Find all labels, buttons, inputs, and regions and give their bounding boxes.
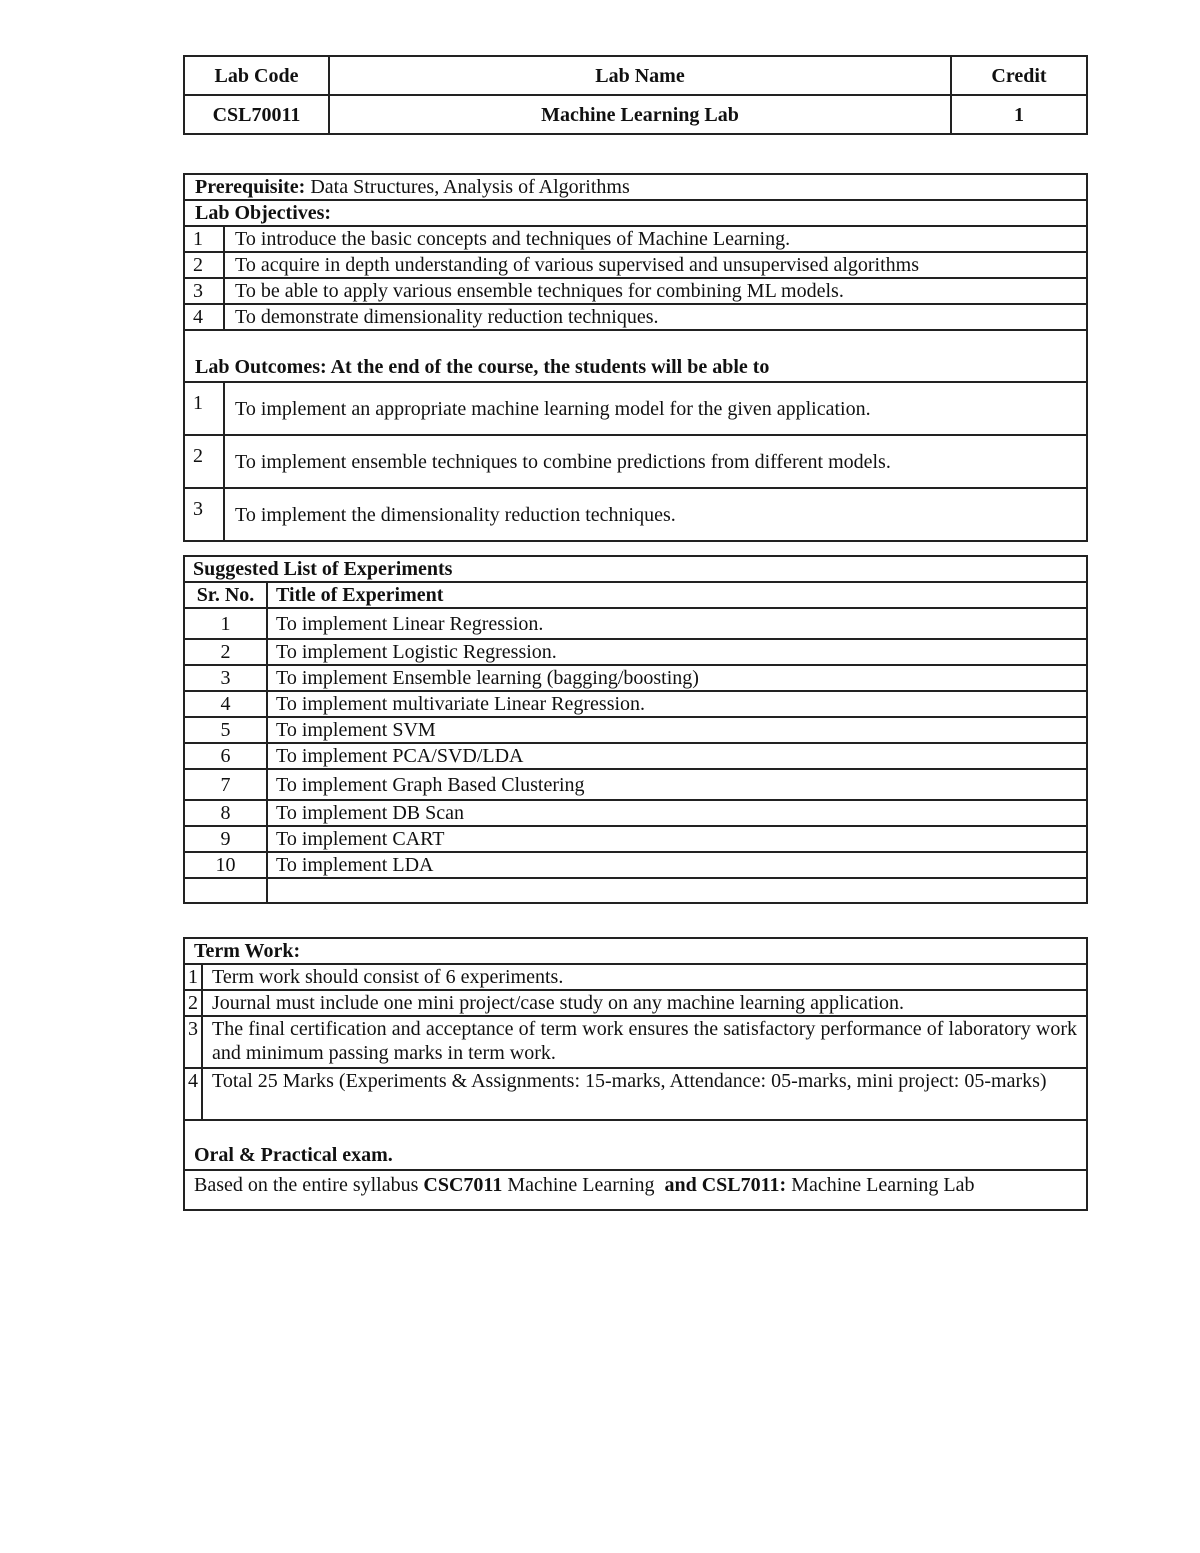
experiment-sr: 6 xyxy=(184,743,267,769)
objective-row xyxy=(184,252,1087,278)
outcome-row xyxy=(184,488,1087,541)
oral-text-part: Machine Learning xyxy=(502,1174,665,1196)
term-work-text: Term work should consist of 6 experiments. xyxy=(202,964,1087,990)
experiment-title: To implement Linear Regression. xyxy=(267,608,1087,639)
term-work-number: 3 xyxy=(184,1016,202,1068)
experiment-title: To implement Ensemble learning (bagging/boosting) xyxy=(267,665,1087,691)
objective-text: To introduce the basic concepts and techniques of Machine Learning. xyxy=(224,226,1087,252)
oral-text-part: Machine Learning Lab xyxy=(786,1174,975,1196)
objectives-outcomes-table xyxy=(183,173,1088,542)
experiments-heading: Suggested List of Experiments xyxy=(184,556,1087,582)
term-work-row xyxy=(184,1016,1087,1068)
term-work-row xyxy=(184,964,1087,990)
outcomes-heading-row xyxy=(184,330,1087,382)
outcome-text: To implement an appropriate machine learning model for the given application. xyxy=(224,382,1087,435)
experiment-row xyxy=(184,665,1087,691)
experiment-title: To implement Logistic Regression. xyxy=(267,639,1087,665)
objective-number: 3 xyxy=(184,278,224,304)
objective-number: 4 xyxy=(184,304,224,330)
experiment-sr: 2 xyxy=(184,639,267,665)
objective-text: To demonstrate dimensionality reduction techniques. xyxy=(224,304,1087,330)
experiment-row xyxy=(184,826,1087,852)
col-sr-no: Sr. No. xyxy=(184,582,267,608)
objective-text: To acquire in depth understanding of various supervised and unsupervised algorithms xyxy=(224,252,1087,278)
objective-text: To be able to apply various ensemble techniques for combining ML models. xyxy=(224,278,1087,304)
objectives-heading: Lab Objectives: xyxy=(184,200,1087,226)
term-work-text: Total 25 Marks (Experiments & Assignments: 15-marks, Attendance: 05-marks, mini project: 05-marks) xyxy=(202,1068,1087,1120)
experiment-row xyxy=(184,717,1087,743)
experiment-title: To implement multivariate Linear Regression. xyxy=(267,691,1087,717)
empty-cell xyxy=(184,878,267,903)
objective-number: 2 xyxy=(184,252,224,278)
objective-number: 1 xyxy=(184,226,224,252)
outcomes-heading: Lab Outcomes: xyxy=(195,356,327,378)
term-work-number: 2 xyxy=(184,990,202,1016)
lab-credit: 1 xyxy=(951,95,1087,134)
course-code: CSC7011 xyxy=(423,1174,503,1196)
outcome-text: To implement ensemble techniques to combine predictions from different models. xyxy=(224,435,1087,488)
experiment-sr: 1 xyxy=(184,608,267,639)
experiment-sr: 8 xyxy=(184,800,267,826)
lab-name: Machine Learning Lab xyxy=(329,95,951,134)
objective-row xyxy=(184,278,1087,304)
oral-exam-text xyxy=(184,1170,1087,1210)
experiment-sr: 10 xyxy=(184,852,267,878)
oral-text-part: Based on the entire syllabus xyxy=(194,1174,424,1196)
outcome-text: To implement the dimensionality reduction techniques. xyxy=(224,488,1087,541)
experiment-sr: 7 xyxy=(184,769,267,800)
experiment-row xyxy=(184,769,1087,800)
experiment-row xyxy=(184,639,1087,665)
term-work-row xyxy=(184,1068,1087,1120)
experiments-table xyxy=(183,555,1088,904)
term-work-heading: Term Work: xyxy=(184,938,1087,964)
outcome-number: 1 xyxy=(184,382,224,435)
term-work-table xyxy=(183,937,1088,1211)
experiment-title: To implement SVM xyxy=(267,717,1087,743)
term-work-text: Journal must include one mini project/case study on any machine learning application. xyxy=(202,990,1087,1016)
prerequisite-label: Prerequisite: xyxy=(195,176,306,198)
oral-exam-heading: Oral & Practical exam. xyxy=(184,1120,1087,1170)
experiment-row xyxy=(184,800,1087,826)
experiment-sr: 3 xyxy=(184,665,267,691)
term-work-number: 1 xyxy=(184,964,202,990)
experiment-title: To implement PCA/SVD/LDA xyxy=(267,743,1087,769)
experiment-sr: 9 xyxy=(184,826,267,852)
outcome-row xyxy=(184,435,1087,488)
empty-row xyxy=(184,878,1087,903)
prerequisite-row xyxy=(184,174,1087,200)
experiment-row xyxy=(184,608,1087,639)
experiment-sr: 5 xyxy=(184,717,267,743)
outcome-number: 3 xyxy=(184,488,224,541)
empty-cell xyxy=(267,878,1087,903)
prerequisite-text: Data Structures, Analysis of Algorithms xyxy=(305,176,630,198)
term-work-text: The final certification and acceptance of term work ensures the satisfactory performance of laboratory work and minimum passing marks in term work. xyxy=(202,1016,1087,1068)
experiment-title: To implement Graph Based Clustering xyxy=(267,769,1087,800)
experiment-sr: 4 xyxy=(184,691,267,717)
col-lab-code: Lab Code xyxy=(184,56,329,95)
col-lab-name: Lab Name xyxy=(329,56,951,95)
outcome-row xyxy=(184,382,1087,435)
experiment-row xyxy=(184,852,1087,878)
experiment-row xyxy=(184,743,1087,769)
outcomes-intro: At the end of the course, the students will be able to xyxy=(326,356,770,378)
term-work-row xyxy=(184,990,1087,1016)
experiment-title: To implement DB Scan xyxy=(267,800,1087,826)
objective-row xyxy=(184,304,1087,330)
experiment-row xyxy=(184,691,1087,717)
outcome-number: 2 xyxy=(184,435,224,488)
objective-row xyxy=(184,226,1087,252)
col-title: Title of Experiment xyxy=(267,582,1087,608)
lab-code-ref: and CSL7011: xyxy=(664,1174,787,1196)
experiment-title: To implement CART xyxy=(267,826,1087,852)
col-credit: Credit xyxy=(951,56,1087,95)
term-work-number: 4 xyxy=(184,1068,202,1120)
lab-code: CSL70011 xyxy=(184,95,329,134)
experiment-title: To implement LDA xyxy=(267,852,1087,878)
lab-header-table xyxy=(183,55,1088,135)
